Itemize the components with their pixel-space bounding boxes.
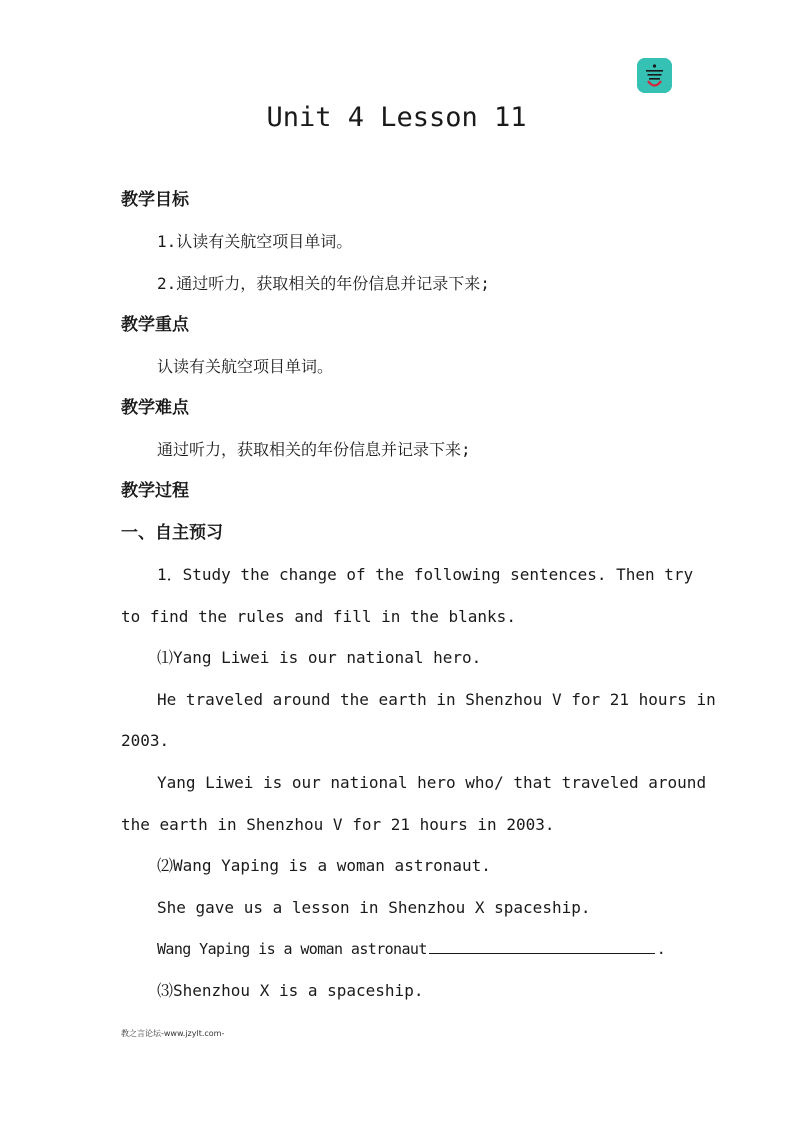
item-3-sentence-a: ⑶Shenzhou X is a spaceship. bbox=[157, 981, 424, 1000]
focus-text: 认读有关航空项目单词。 bbox=[157, 357, 334, 376]
book-logo-icon bbox=[637, 58, 672, 93]
page-title: Unit 4 Lesson 11 bbox=[266, 102, 527, 133]
focus-heading: 教学重点 bbox=[121, 315, 189, 335]
part-one-heading: 一、自主预习 bbox=[121, 523, 223, 543]
footer-text: 教之言论坛-www.jzylt.com- bbox=[121, 1029, 225, 1038]
instruction-line-2: to find the rules and fill in the blanks. bbox=[121, 607, 516, 626]
difficulty-heading: 教学难点 bbox=[121, 398, 189, 418]
item-2-suffix: . bbox=[656, 940, 666, 958]
item-2-sentence-a: ⑵Wang Yaping is a woman astronaut. bbox=[157, 856, 491, 875]
instruction-line-1: 1．Study the change of the following sentences. Then try bbox=[157, 565, 694, 584]
item-2-sentence-c bbox=[157, 938, 665, 960]
item-1-sentence-c-line-1: Yang Liwei is our national hero who/ that traveled around bbox=[157, 773, 707, 792]
item-1-sentence-c-line-2: the earth in Shenzhou V for 21 hours in 2003. bbox=[121, 815, 555, 834]
item-2-sentence-b: She gave us a lesson in Shenzhou X spaceship. bbox=[157, 898, 591, 917]
item-1-sentence-b-line-1: He traveled around the earth in Shenzhou V for 21 hours in bbox=[157, 690, 716, 709]
goal-item-2: 2.通过听力，获取相关的年份信息并记录下来; bbox=[157, 274, 490, 293]
item-1-sentence-a: ⑴Yang Liwei is our national hero. bbox=[157, 648, 482, 667]
difficulty-text: 通过听力，获取相关的年份信息并记录下来; bbox=[157, 440, 471, 459]
item-1-sentence-b-line-2: 2003. bbox=[121, 731, 170, 750]
goal-item-1: 1.认读有关航空项目单词。 bbox=[157, 232, 353, 251]
goals-heading: 教学目标 bbox=[121, 190, 189, 210]
fill-in-blank[interactable] bbox=[429, 939, 655, 954]
process-heading: 教学过程 bbox=[121, 481, 189, 501]
item-2-prefix: Wang Yaping is a woman astronaut bbox=[157, 940, 427, 958]
